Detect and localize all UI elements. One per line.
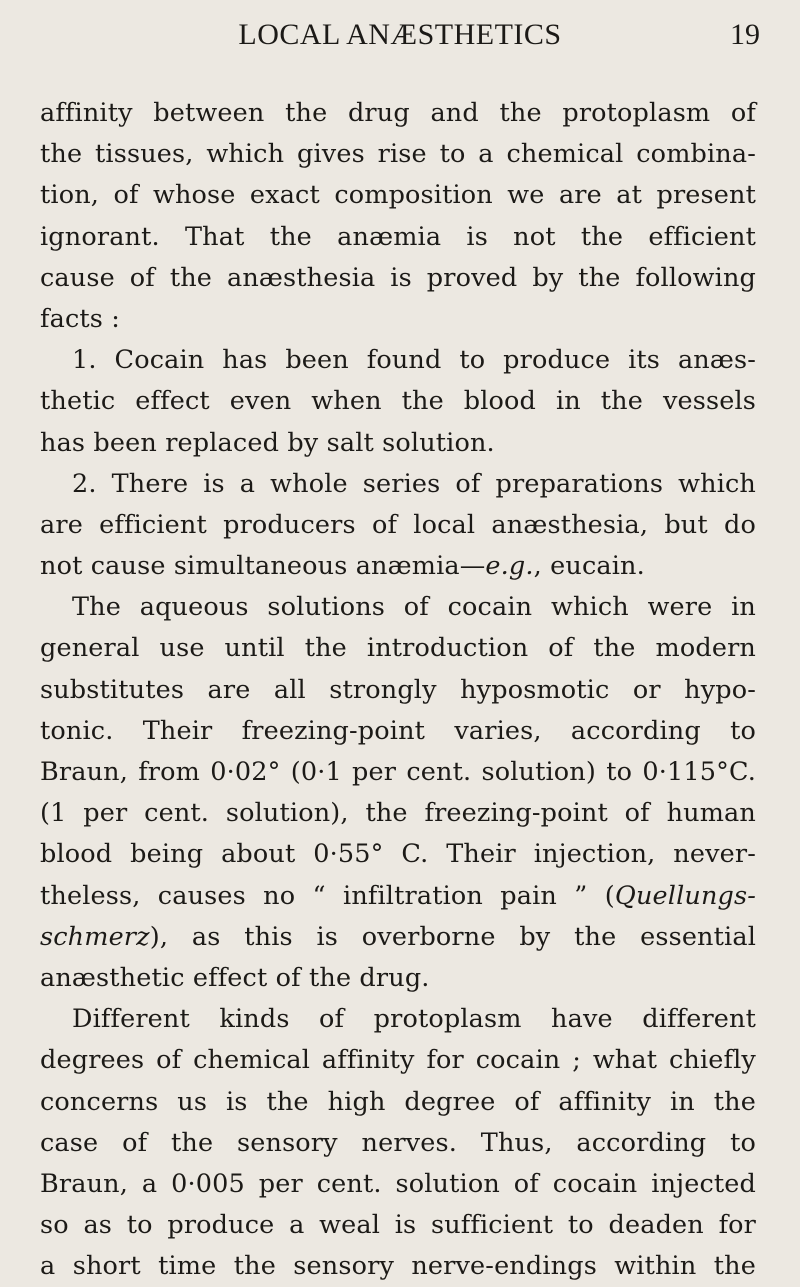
text-line bbox=[40, 1082, 756, 1123]
line-text: Different kinds of protoplasm have different bbox=[72, 1004, 756, 1035]
line-text: Braun, a 0·005 per cent. solution of cocain injected bbox=[40, 1168, 756, 1199]
text-line bbox=[40, 1205, 756, 1246]
line-text: a short time the sensory nerve-endings within the bbox=[40, 1251, 756, 1282]
text-line bbox=[40, 999, 756, 1040]
text-line bbox=[40, 752, 756, 793]
line-text: has been replaced by salt solution. bbox=[40, 427, 495, 458]
text-line bbox=[40, 258, 756, 299]
text-line bbox=[40, 711, 756, 752]
line-text: so as to produce a weal is sufficient to deaden for bbox=[40, 1210, 756, 1241]
text-line bbox=[40, 587, 756, 628]
line-text: general use until the introduction of the modern bbox=[40, 633, 756, 664]
text-line bbox=[40, 217, 756, 258]
page-number: 19 bbox=[730, 18, 760, 51]
text-line bbox=[40, 175, 756, 216]
text-line bbox=[40, 834, 756, 875]
line-italic-text: schmerz bbox=[40, 921, 150, 952]
text-line bbox=[40, 917, 756, 958]
line-italic-text: Quellungs- bbox=[614, 880, 756, 911]
line-text: not cause simultaneous anæmia— bbox=[40, 551, 486, 582]
line-text: tion, of whose exact composition we are at present bbox=[40, 180, 756, 211]
line-text: facts : bbox=[40, 303, 121, 334]
line-text: Braun, from 0·02° (0·1 per cent. solution) to 0·115°C. bbox=[40, 757, 756, 787]
line-text: concerns us is the high degree of affinity in the bbox=[40, 1086, 756, 1117]
text-line bbox=[40, 1123, 756, 1164]
text-line bbox=[40, 628, 756, 669]
line-text: are efficient producers of local anæsthesia, but do bbox=[40, 509, 756, 540]
body-text bbox=[40, 93, 756, 1287]
text-line bbox=[40, 93, 756, 134]
text-line bbox=[40, 381, 756, 422]
text-line bbox=[40, 423, 756, 464]
line-text: degrees of chemical affinity for cocain ; what chiefly bbox=[40, 1045, 756, 1076]
text-line bbox=[40, 958, 756, 999]
line-text: anæsthetic effect of the drug. bbox=[40, 962, 430, 993]
text-line bbox=[40, 546, 756, 587]
line-italic-text: e.g. bbox=[485, 551, 534, 582]
line-text: thetic effect even when the blood in the vessels bbox=[40, 386, 756, 417]
line-text: 2. There is a whole series of preparations which bbox=[72, 468, 756, 499]
line-text: tonic. Their freezing-point varies, according to bbox=[40, 715, 756, 746]
line-trailing-text: , eucain. bbox=[533, 551, 645, 582]
line-text: case of the sensory nerves. Thus, according to bbox=[40, 1127, 756, 1158]
line-text: ignorant. That the anæmia is not the efficient bbox=[40, 221, 756, 252]
text-line bbox=[40, 1164, 756, 1205]
text-line bbox=[40, 299, 756, 340]
running-head bbox=[40, 18, 760, 62]
text-line bbox=[40, 505, 756, 546]
text-line bbox=[40, 1246, 756, 1287]
running-head-title: LOCAL ANÆSTHETICS bbox=[238, 18, 562, 51]
text-line bbox=[40, 1040, 756, 1081]
line-trailing-text: ), as this is overborne by the essential bbox=[149, 921, 756, 952]
line-text: 1. Cocain has been found to produce its anæs- bbox=[72, 345, 756, 376]
line-text: blood being about 0·55° C. Their injection, never- bbox=[40, 839, 756, 870]
line-text: The aqueous solutions of cocain which were in bbox=[72, 592, 756, 623]
text-line bbox=[40, 670, 756, 711]
text-line bbox=[40, 876, 756, 917]
text-line bbox=[40, 793, 756, 834]
line-text: affinity between the drug and the protoplasm of bbox=[40, 98, 756, 128]
text-line bbox=[40, 340, 756, 381]
text-line bbox=[40, 134, 756, 175]
line-text: theless, causes no “ infiltration pain ” ( bbox=[40, 880, 615, 911]
line-text: substitutes are all strongly hyposmotic or hypo- bbox=[40, 674, 756, 705]
line-text: (1 per cent. solution), the freezing-point of human bbox=[40, 798, 756, 829]
line-text: cause of the anæsthesia is proved by the following bbox=[40, 262, 756, 293]
text-line bbox=[40, 464, 756, 505]
line-text: the tissues, which gives rise to a chemical combina- bbox=[40, 139, 756, 170]
